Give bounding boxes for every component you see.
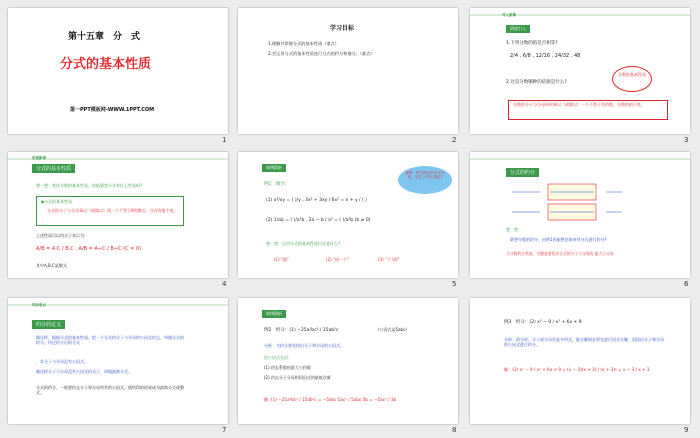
footer-text: 第一PPT模板网-WWW.1PPT.COM [70,107,155,113]
answer-box [508,100,668,120]
goal-2: 2.会运用分式的基本性质进行分式的约分和通分。（难点） [268,51,375,56]
analysis-2: 找公因式方法： [264,355,292,360]
slide-number-7: 7 [222,426,227,434]
header-bar [470,158,690,160]
slide-8[interactable] [238,298,458,424]
solution: 解：(2) x² − 9 / x² + 6x + 9 = (x − 3)(x + 3) / (x + 3)² = x − 3 / x + 3 [504,367,650,372]
chapter-title: 第十五章 分 式 [68,32,141,42]
fractions-row: 2/4 , 6/8 , 12/16 , 24/32 , 48 [510,53,581,59]
example-title: 例3 约分：(2) x² − 9 / x² + 6x + 9 [504,320,582,325]
bubble-text: 观察：等号两边的分子分母，发生了什么变化? [405,171,445,180]
fraction-diagram [510,182,660,222]
question-1: 1.下列分数的值是否相等? [506,41,558,46]
analysis-4: (2) 约去分子分母相同因式的最低次幂 [264,375,331,380]
example-title: 例2 约分：(1) −25a²bc³ / 15ab²c [264,328,339,333]
definition-text-3: 像这样分子与分母没有公因式的式子，叫做最简分式。 [36,369,132,374]
box-title: ◆分式的基本性质： [41,199,77,204]
section-badge: 典例精析 [262,310,286,318]
think-prompt: 想一想： [506,227,522,232]
note: 其中A,B,C是整式. [36,263,69,268]
slide-title: 分式的基本性质 [60,57,152,72]
point-3: (3) “不为0” [378,257,400,262]
question-2: 2.这是分数哪种的依据是什么? [506,80,567,85]
point-1: (1) “都” [274,257,290,262]
section-badge: 情境引入 [506,25,530,33]
think-prompt: 想一想：类比分数的基本性质，你能猜想分式有什么性质吗? [36,183,143,188]
answer-text: 分数的分子与分母同时乘以（或除以）一个不等于零的数，分数的值不变。 [513,102,645,107]
bubble-text: 分数的基本性质 [618,72,646,77]
slide-number-8: 8 [452,426,457,434]
exercise-line-2: (2) 1/ab = ( )/a²b , 2a − b / a² = ( )/a²b (b ≠ 0) [266,218,371,223]
question-text: 联想分数的约分，由例1你能想出如何对分式进行约分? [510,237,607,242]
section-tag: 讲授新课 [32,156,46,160]
section-tag: 导入新课 [502,13,516,17]
slide-5[interactable] [238,152,458,278]
section-badge: 典例精析 [262,164,286,172]
slide-number-2: 2 [452,136,457,144]
slide-6[interactable] [470,152,690,278]
think-prompt: 想一想：运用分式的基本性质应注意什么? [266,241,341,246]
analysis-1: 分析：为约分要先找出分子和分母的公因式。 [264,343,344,348]
section-badge: 分式的约分 [506,168,539,177]
formula: A/B = A·C / B·C , A/B = A÷C / B÷C (C ≠ 0) [36,246,142,252]
section-tag: 知识要点 [32,303,46,307]
slide-number-1: 1 [222,136,227,144]
slide-7[interactable] [8,298,228,424]
slide-number-4: 4 [222,280,227,288]
definition-text-1: 像这样，根据分式的基本性质，把一个分式的分子与分母的公因式约去，叫做分式的约分。经过约分后的分式 [36,335,184,345]
property-box [36,196,184,226]
slide-number-5: 5 [452,280,457,288]
thought-bubble [398,166,452,194]
answer-text: 与分数约分类似，关键是要找出分式的分子与分母的 最大公分母 [506,251,614,256]
fraction-arrows-svg [510,182,660,222]
solution: 解: (1) −25a²bc³ / 15ab²c = −5abc·5ac² / 5abc·3b = −5ac² / 3b [264,397,397,402]
common-factor-hint: (公因式是5abc) [378,327,407,332]
analysis: 分析：约分时，分子或分母若是多项式，能分解则必须先进行因式分解，再找出分子和分母的公因式进行约分。 [504,337,664,347]
analysis-3: (1) 约去系数的最大公约数 [264,365,311,370]
slide-2[interactable] [238,8,458,134]
slide-1[interactable] [8,8,228,134]
exercise-line-1: (1) x³/xy = ( )/y , 3x² + 3xy / 6x² = x + y / ( ) [266,198,367,203]
example-title: 例1 填空: [264,182,287,187]
slide-3[interactable] [470,8,690,134]
point-2: (2) “同一个” [326,257,350,262]
section-badge: 分式的基本性质 [32,164,75,173]
goals-heading: 学习目标 [330,25,355,32]
slide-9[interactable] [470,298,690,424]
box-body: 分式的分子与分母乘以（或除以）同一个不等于0的整式，分式的值不变。 [47,208,178,213]
thought-bubble [612,66,652,92]
slide-4[interactable] [8,152,228,278]
definition-text-4: 分式的约分，一般要约去分子和分母所有的公因式，使所得的结果成为最简分式或整式。 [36,385,184,395]
slide-number-6: 6 [684,280,689,288]
section-badge: 约分的定义 [32,320,65,329]
slide-number-9: 9 [684,426,689,434]
slide-number-3: 3 [684,136,689,144]
goal-1: 1.理解并掌握分式的基本性质（重点） [268,41,339,46]
definition-text-2: ，其分子与分母没有公因式。 [36,359,88,364]
formula-intro: 上述性质可以用式子表示为： [36,233,88,238]
